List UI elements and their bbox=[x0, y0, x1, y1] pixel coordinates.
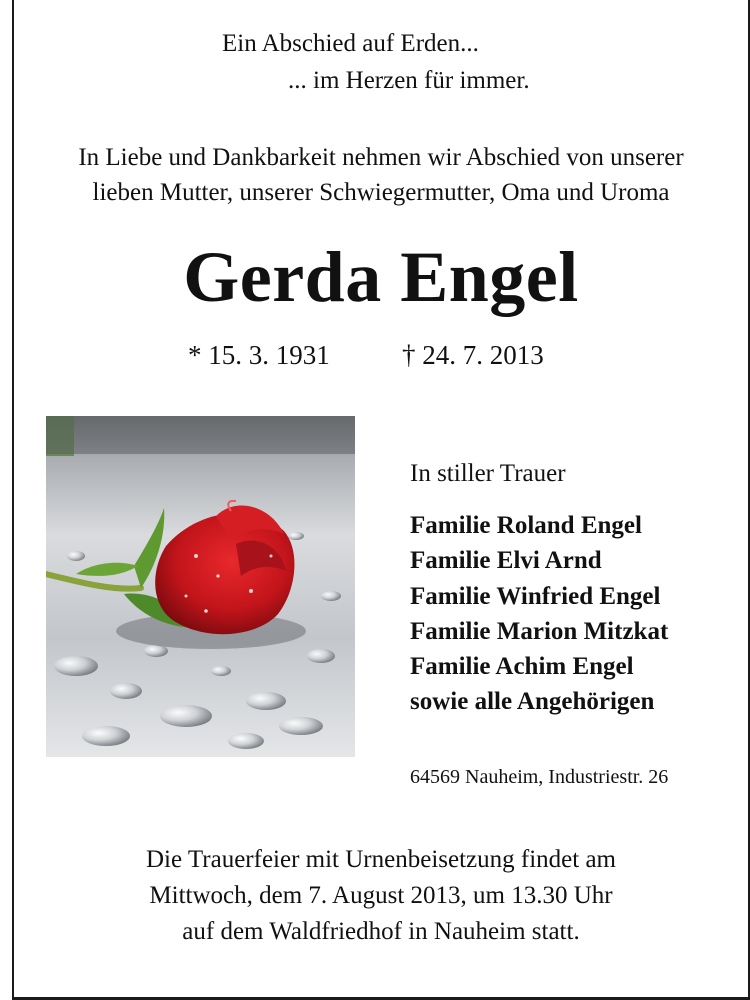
motto-line-1: Ein Abschied auf Erden... bbox=[222, 30, 479, 57]
rose-photo-graphic bbox=[46, 416, 355, 757]
obituary-notice bbox=[12, 0, 750, 1000]
ceremony-line-3: auf dem Waldfriedhof in Nauheim statt. bbox=[182, 918, 580, 945]
mourner-address: 64569 Nauheim, Industriestr. 26 bbox=[410, 766, 669, 788]
deceased-name: Gerda Engel bbox=[183, 237, 579, 317]
mourning-heading: In stiller Trauer bbox=[410, 460, 566, 487]
rose-photo bbox=[46, 416, 355, 757]
ceremony-line-2: Mittwoch, dem 7. August 2013, um 13.30 Uhr bbox=[149, 882, 613, 909]
mourner-family: Familie Roland Engel bbox=[410, 512, 642, 539]
mourner-family: Familie Winfried Engel bbox=[410, 583, 661, 610]
birth-date: * 15. 3. 1931 bbox=[188, 340, 330, 370]
mourner-family: Familie Elvi Arnd bbox=[410, 547, 602, 574]
ceremony-line-1: Die Trauerfeier mit Urnenbeisetzung findet am bbox=[146, 846, 616, 873]
motto-line-2: ... im Herzen für immer. bbox=[288, 67, 530, 94]
mourner-family: Familie Achim Engel bbox=[410, 653, 634, 680]
death-date: † 24. 7. 2013 bbox=[402, 340, 544, 370]
intro-line-2: lieben Mutter, unserer Schwiegermutter, Oma und Uroma bbox=[92, 179, 670, 206]
mourner-relatives: sowie alle Angehörigen bbox=[410, 688, 655, 715]
intro-line-1: In Liebe und Dankbarkeit nehmen wir Abschied von unserer bbox=[78, 144, 684, 171]
mourner-family: Familie Marion Mitzkat bbox=[410, 618, 669, 645]
